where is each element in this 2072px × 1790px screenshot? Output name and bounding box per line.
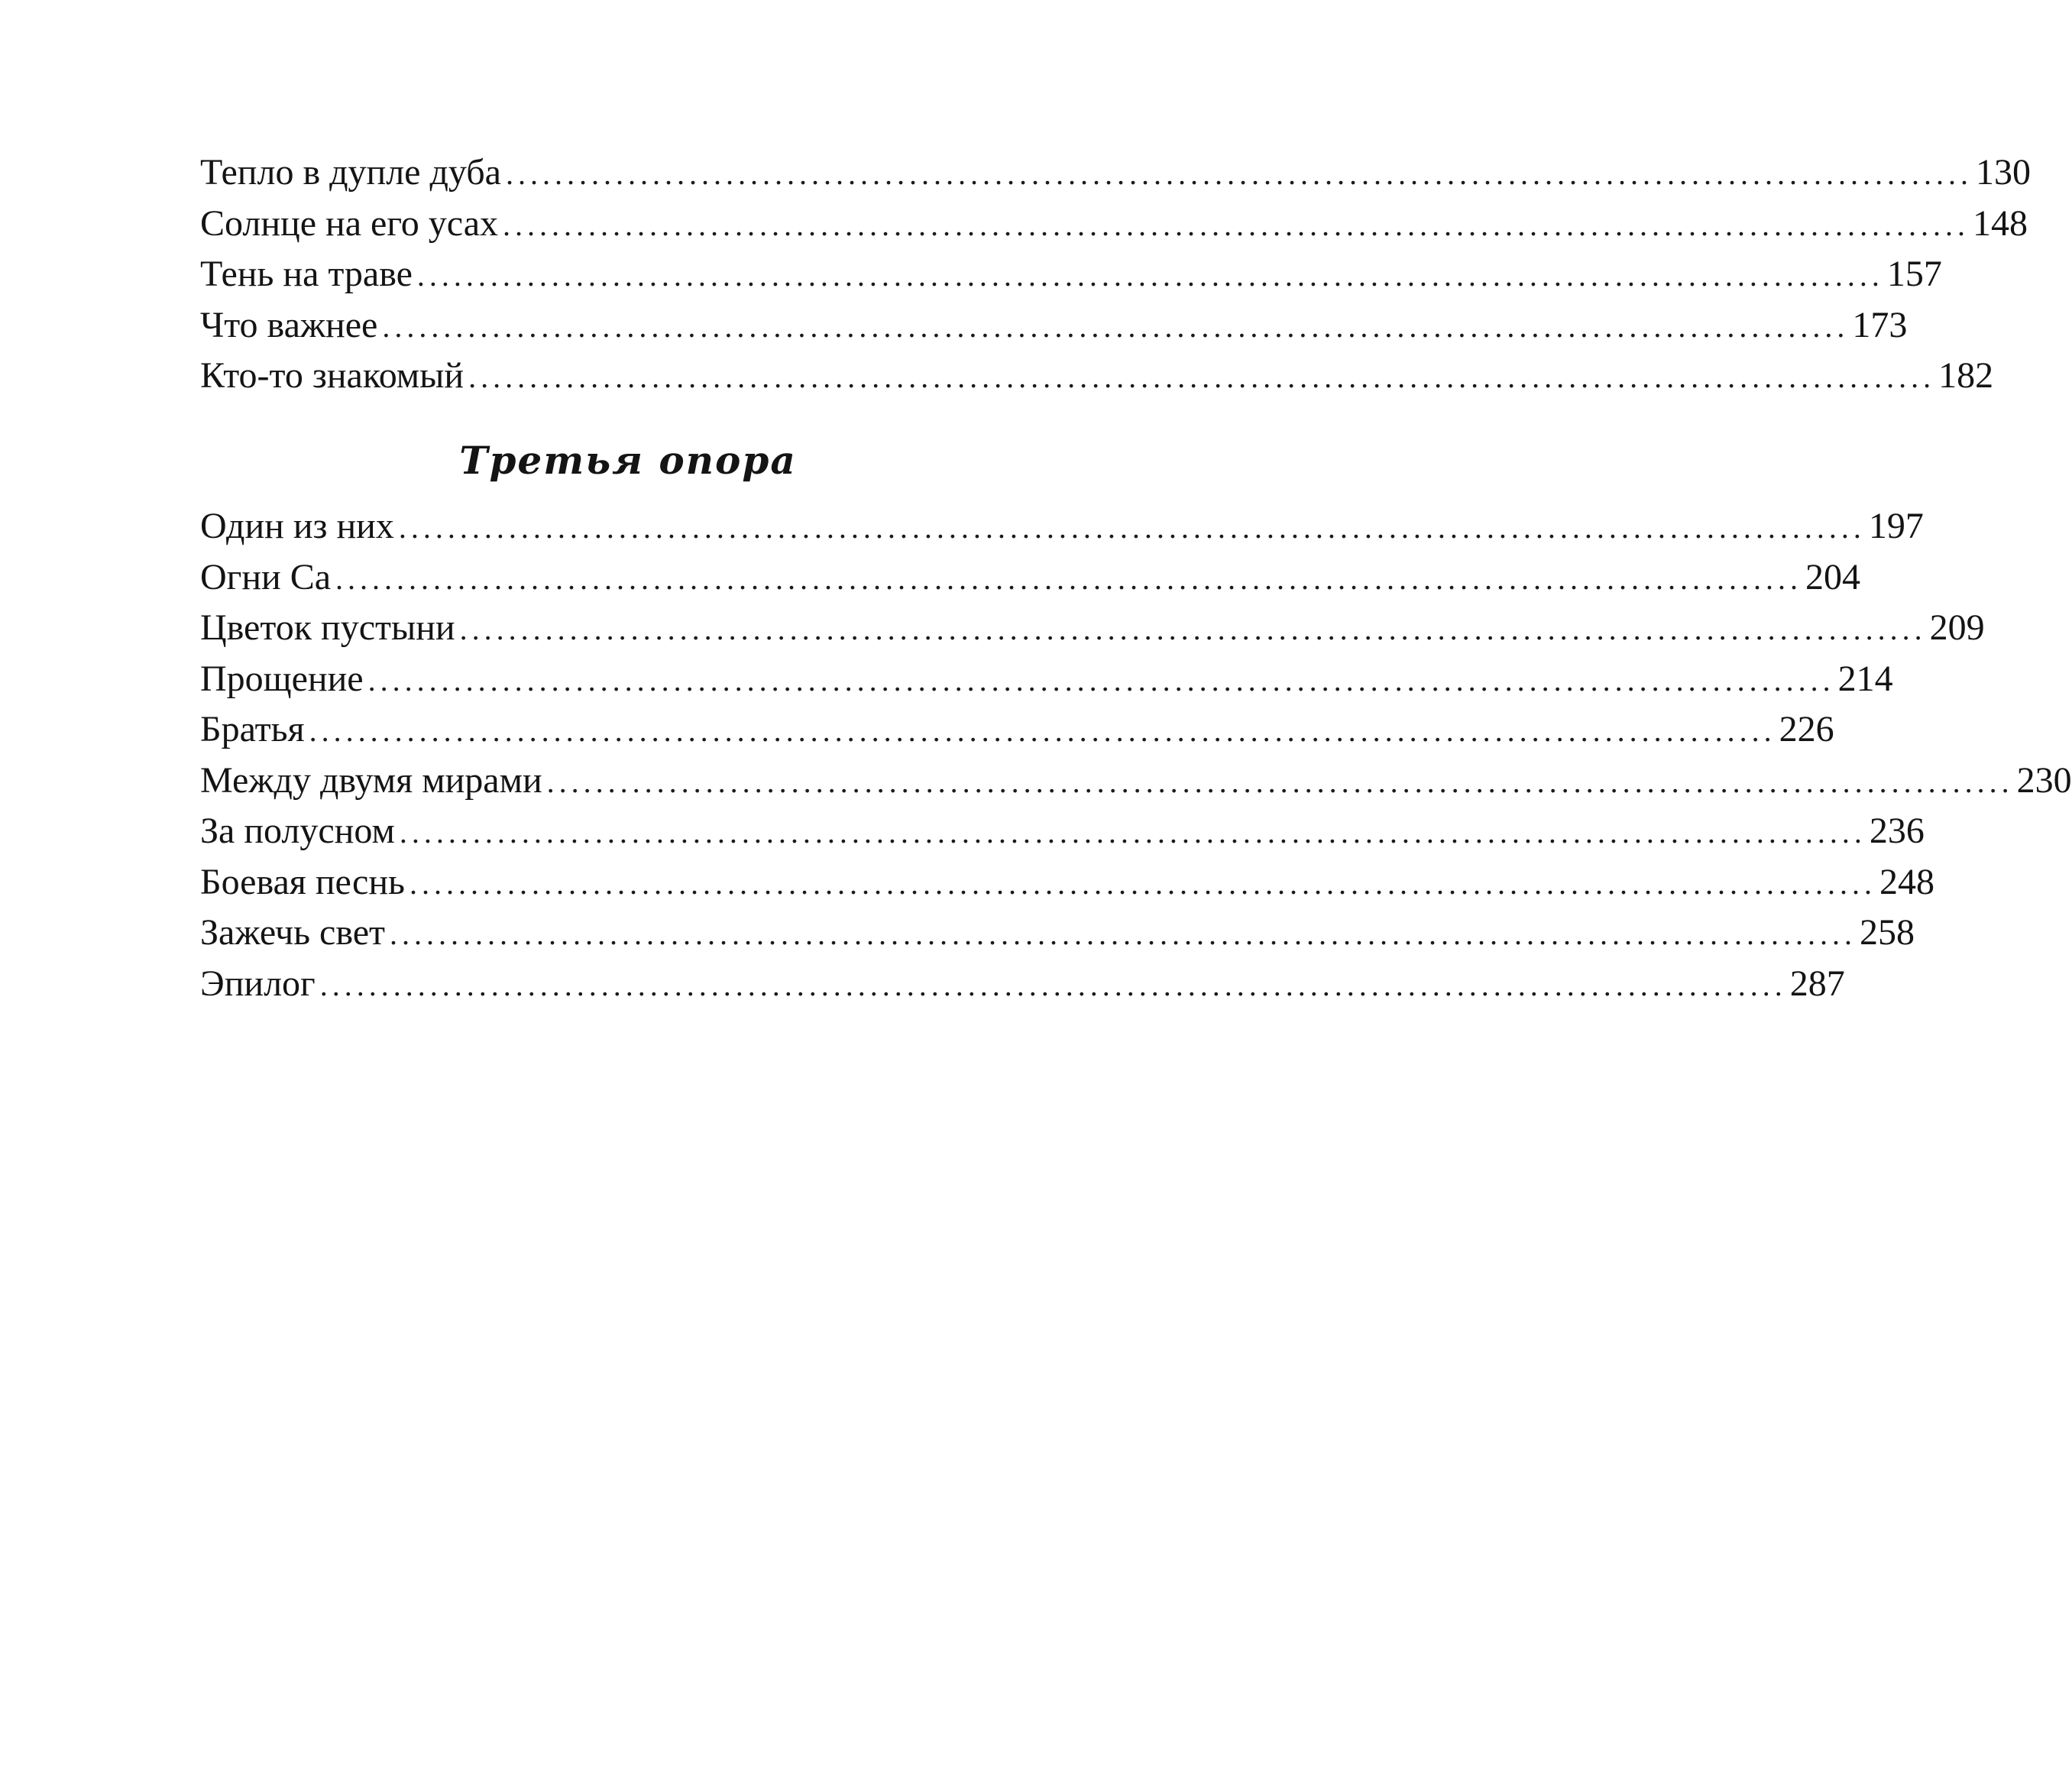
toc-entry-page: 130 [1975,152,2031,193]
toc-entry [200,908,1915,959]
toc-entry-title: Тепло в дупле дуба [200,152,501,193]
toc-entry-title: Зажечь свет [200,912,385,953]
dot-leader: ........................................................................................................................ [503,207,1970,242]
dot-leader: ........................................................................................................................ [505,157,1973,191]
dot-leader: ........................................................................................................................ [390,917,1857,951]
dot-leader: ........................................................................................................................ [459,612,1927,646]
toc-entry-page: 230 [2016,759,2072,801]
dot-leader: ........................................................................................................................ [468,360,1936,394]
toc-entry-page: 209 [1929,607,1985,648]
dot-leader: ........................................................................................................................ [416,258,1884,293]
toc-entry-page: 197 [1868,506,1924,546]
section-heading: Третья опора [459,438,797,483]
toc-entry-title: Кто-то знакомый [200,355,465,396]
toc-entry-page: 182 [1938,355,1994,396]
toc-entry-title: Один из них [200,506,394,546]
toc-entry [200,806,1925,857]
dot-leader: ........................................................................................................................ [309,714,1776,748]
toc-entry-page: 287 [1789,963,1845,1004]
dot-leader: ........................................................................................................................ [399,815,1866,850]
toc-entry [200,249,1942,300]
toc-list-part-two [200,147,2031,402]
toc-entry-page: 204 [1805,556,1861,597]
toc-entry-title: Прощение [200,658,364,699]
toc-list-part-three [200,501,2072,1009]
dot-leader: ........................................................................................................................ [398,510,1866,545]
toc-entry-page: 236 [1869,811,1925,851]
toc-entry [200,552,1861,604]
dot-leader: ........................................................................................................................ [382,309,1850,344]
toc-entry-title: Тень на траве [200,254,413,294]
dot-leader: ........................................................................................................................ [409,866,1876,901]
toc-entry [200,199,2028,250]
toc-entry-title: Солнце на его усах [200,202,498,244]
toc-entry-page: 214 [1837,658,1893,699]
toc-entry [200,959,1845,1010]
toc-entry-title: Эпилог [200,963,316,1004]
dot-leader: ........................................................................................................................ [546,764,2014,799]
toc-entry [200,147,2031,199]
toc-entry [200,704,1834,756]
toc-entry [200,603,1985,654]
toc-entry-page: 157 [1886,254,1942,294]
toc-entry-page: 148 [1973,202,2028,244]
toc-entry [200,501,1924,552]
toc-entry-page: 248 [1879,861,1934,902]
toc-entry [200,756,2072,807]
toc-entry [200,351,1994,402]
toc-entry-page: 258 [1860,912,1915,953]
toc-entry [200,857,1934,908]
dot-leader: ........................................................................................................................ [335,561,1803,596]
dot-leader: ........................................................................................................................ [367,662,1835,698]
toc-entry-title: Огни Са [200,556,332,597]
toc-entry [200,300,1908,351]
toc-entry-page: 173 [1852,304,1908,345]
toc-entry-title: Цветок пустыни [200,607,455,648]
toc-entry-title: Боевая песнь [200,861,405,902]
dot-leader: ........................................................................................................................ [319,967,1787,1002]
toc-entry-title: Между двумя мирами [200,759,542,801]
toc-entry-title: Братья [200,709,305,749]
toc-entry-title: Что важнее [200,304,378,345]
toc-entry-title: За полусном [200,811,395,851]
toc-entry-page: 226 [1779,709,1834,749]
toc-entry [200,654,1893,705]
